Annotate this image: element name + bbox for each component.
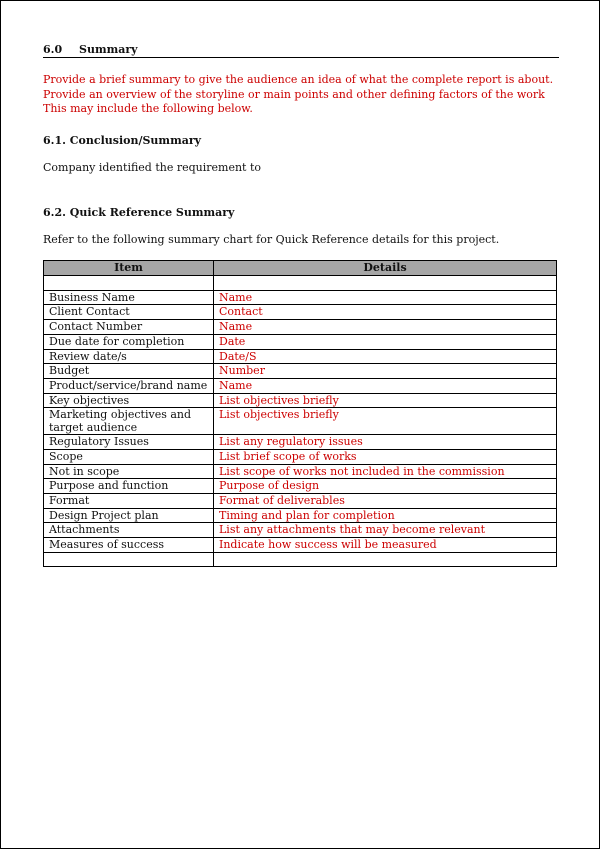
row-detail-cell: List any attachments that may become relevant — [214, 523, 557, 538]
row-detail-cell: Purpose of design — [214, 479, 557, 494]
table-row — [44, 305, 557, 320]
row-item-cell: Client Contact — [44, 305, 214, 320]
section-heading — [43, 43, 559, 58]
row-detail-cell: Timing and plan for completion — [214, 508, 557, 523]
table-row — [44, 408, 557, 435]
quick-reference-heading: 6.2. Quick Reference Summary — [43, 206, 235, 220]
row-detail-cell: Name — [214, 378, 557, 393]
table-row — [44, 435, 557, 450]
row-item-cell: Scope — [44, 449, 214, 464]
table-row — [44, 364, 557, 379]
row-detail-cell: Date/S — [214, 349, 557, 364]
row-detail-cell: Date — [214, 334, 557, 349]
row-item-cell: Product/service/brand name — [44, 378, 214, 393]
table-row — [44, 349, 557, 364]
row-item-cell: Review date/s — [44, 349, 214, 364]
row-item-cell: Business Name — [44, 290, 214, 305]
row-item-cell: Design Project plan — [44, 508, 214, 523]
row-item-cell: Purpose and function — [44, 479, 214, 494]
intro-instructions — [43, 73, 559, 117]
table-row — [44, 464, 557, 479]
row-detail-cell: List scope of works not included in the commission — [214, 464, 557, 479]
row-item-cell — [44, 552, 214, 567]
row-detail-cell: Format of deliverables — [214, 494, 557, 509]
row-detail-cell: List objectives briefly — [214, 408, 557, 435]
row-item-cell: Regulatory Issues — [44, 435, 214, 450]
table-row — [44, 290, 557, 305]
table-row — [44, 334, 557, 349]
column-header-details: Details — [214, 261, 557, 276]
row-item-cell: Budget — [44, 364, 214, 379]
table-header-row — [44, 261, 557, 276]
row-detail-cell: List any regulatory issues — [214, 435, 557, 450]
table-row — [44, 320, 557, 335]
intro-line-2: Provide an overview of the storyline or main points and other defining factors of the work This may include the following below. — [43, 87, 545, 116]
table-row — [44, 523, 557, 538]
row-detail-cell: Indicate how success will be measured — [214, 538, 557, 553]
table-row — [44, 479, 557, 494]
row-item-cell: Measures of success — [44, 538, 214, 553]
quick-reference-table — [43, 260, 557, 567]
table-row — [44, 508, 557, 523]
column-header-item: Item — [44, 261, 214, 276]
section-title: Summary — [79, 43, 138, 56]
table-body — [44, 276, 557, 567]
page-content — [43, 43, 559, 567]
conclusion-heading: 6.1. Conclusion/Summary — [43, 134, 202, 148]
row-item-cell: Key objectives — [44, 393, 214, 408]
table-row — [44, 538, 557, 553]
row-detail-cell: Contact — [214, 305, 557, 320]
row-detail-cell — [214, 552, 557, 567]
section-number: 6.0 — [43, 43, 63, 56]
table-row — [44, 552, 557, 567]
row-detail-cell: Number — [214, 364, 557, 379]
table-row — [44, 449, 557, 464]
row-detail-cell: Name — [214, 320, 557, 335]
row-detail-cell: Name — [214, 290, 557, 305]
table-row — [44, 393, 557, 408]
row-detail-cell — [214, 276, 557, 291]
quick-reference-intro: Refer to the following summary chart for Quick Reference details for this project. — [43, 233, 500, 247]
row-item-cell: Not in scope — [44, 464, 214, 479]
row-item-cell: Marketing objectives and target audience — [44, 408, 214, 435]
row-item-cell — [44, 276, 214, 291]
conclusion-text: Company identified the requirement to — [43, 161, 262, 175]
row-item-cell: Contact Number — [44, 320, 214, 335]
row-item-cell: Format — [44, 494, 214, 509]
table-row — [44, 494, 557, 509]
row-item-cell: Due date for completion — [44, 334, 214, 349]
table-row — [44, 276, 557, 291]
row-detail-cell: List brief scope of works — [214, 449, 557, 464]
row-detail-cell: List objectives briefly — [214, 393, 557, 408]
intro-line-1: Provide a brief summary to give the audience an idea of what the complete report is about. — [43, 73, 554, 86]
row-item-cell: Attachments — [44, 523, 214, 538]
table-row — [44, 378, 557, 393]
